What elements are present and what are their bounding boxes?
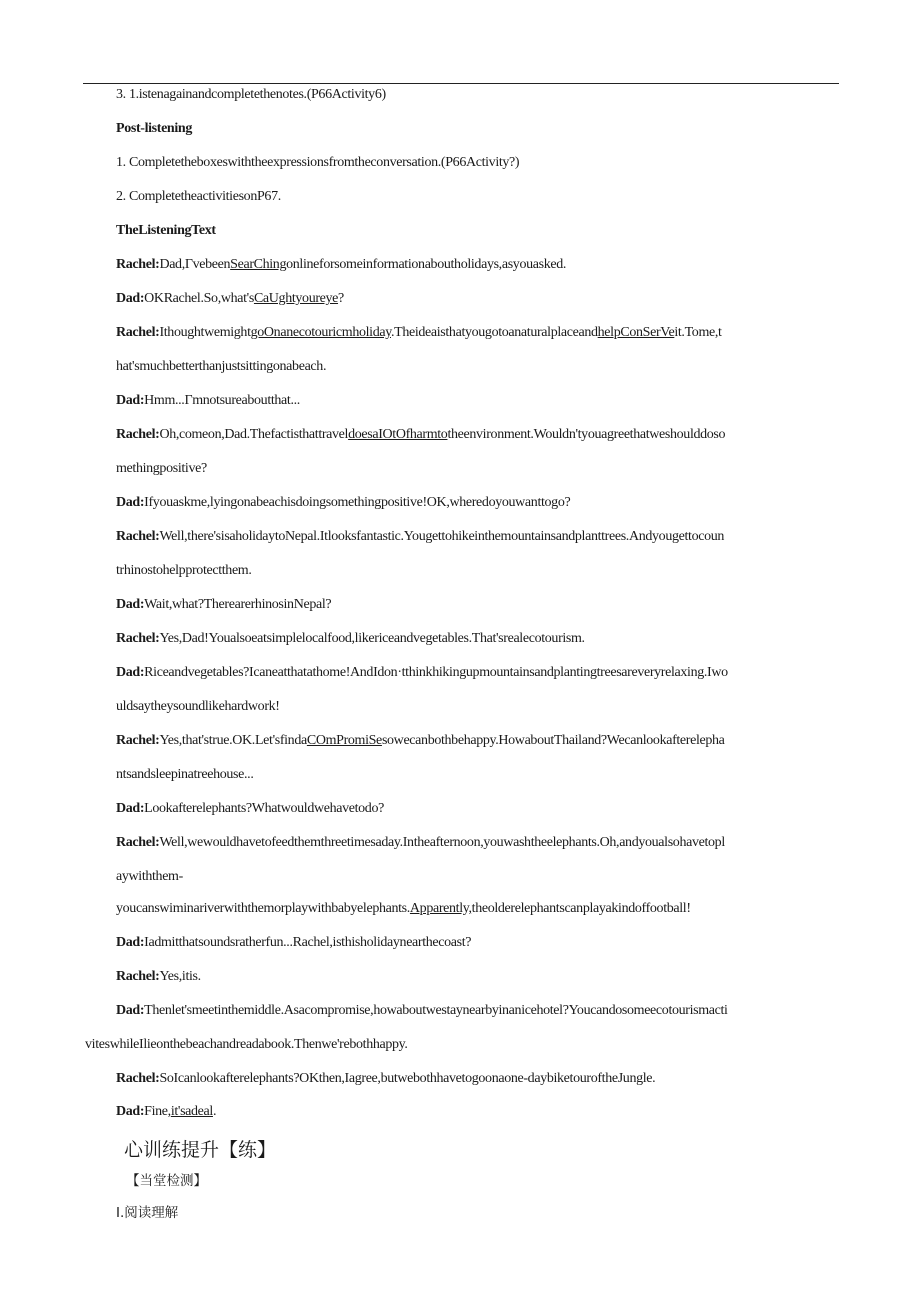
speaker-rachel: Rachel: xyxy=(116,969,160,984)
transcript-line-continued: uldsaytheysoundlikehardwork! xyxy=(116,699,280,714)
underlined-phrase: helpConSerVe xyxy=(597,325,675,340)
transcript-line-continued: ntsandsleepinatreehouse... xyxy=(116,767,254,782)
speaker-rachel: Rachel: xyxy=(116,631,160,646)
speaker-rachel: Rachel: xyxy=(116,257,160,272)
transcript-line-continued: methingpositive? xyxy=(116,461,207,476)
speaker-dad: Dad: xyxy=(116,495,145,510)
section-title: 心训练提升【练】 xyxy=(124,1139,277,1161)
transcript-line: Dad:OKRachel.So,what'sCaUghtyoureye? xyxy=(116,291,344,306)
part-heading: I.阅读理解 xyxy=(116,1205,179,1221)
post-listening-item-1: 1. Completetheboxeswiththeexpressionsfromtheconversation.(P66Activity?) xyxy=(116,155,520,170)
subsection-heading: 【当堂检测】 xyxy=(126,1173,207,1189)
underlined-phrase: it'sadeal xyxy=(170,1104,213,1119)
transcript-line: Rachel:SoIcanlookafterelephants?OKthen,Iagree,butwebothhavetogoonaone-daybiketouroftheJungle. xyxy=(116,1071,656,1086)
speaker-rachel: Rachel: xyxy=(116,325,160,340)
speaker-dad: Dad: xyxy=(116,1104,145,1119)
transcript-line: Rachel:Well,wewouldhavetofeedthemthreetimesaday.Intheafternoon,youwashtheelephants.Oh,andyoualsohavetopl xyxy=(116,835,725,850)
speaker-dad: Dad: xyxy=(116,291,145,306)
transcript-line: Dad:Fine,it'sadeal. xyxy=(116,1104,217,1119)
speaker-rachel: Rachel: xyxy=(116,733,160,748)
post-listening-item-2: 2. CompletetheactivitiesonP67. xyxy=(116,189,281,204)
speaker-dad: Dad: xyxy=(116,597,145,612)
speaker-rachel: Rachel: xyxy=(116,835,160,850)
speaker-rachel: Rachel: xyxy=(116,529,160,544)
post-listening-heading: Post-listening xyxy=(116,121,192,136)
speaker-rachel: Rachel: xyxy=(116,427,160,442)
activity-3: 3. 1.istenagainandcompletethenotes.(P66Activity6) xyxy=(116,87,386,102)
speaker-dad: Dad: xyxy=(116,393,145,408)
listening-text-heading: TheListeningText xyxy=(116,223,216,238)
transcript-line: Rachel:Well,there'sisaholidaytoNepal.Itlooksfantastic.Yougettohikeinthemountainsandplanttrees.Andyougettocoun xyxy=(116,529,725,544)
transcript-line-continued: trhinostohelpprotectthem. xyxy=(116,563,252,578)
underlined-phrase: COmPromiSe xyxy=(306,733,382,748)
transcript-line: Dad:Hmm...Γmnotsureaboutthat... xyxy=(116,393,300,408)
underlined-phrase: CaUghtyoureye xyxy=(253,291,339,306)
transcript-line: Rachel:Yes,itis. xyxy=(116,969,201,984)
underlined-phrase: doesaIOtOfharmto xyxy=(348,427,448,442)
transcript-line: Dad:Ifyouaskme,lyingonabeachisdoingsomethingpositive!OK,wheredoyouwanttogo? xyxy=(116,495,571,510)
transcript-line: Rachel:Yes,that'strue.OK.Let'sfindaCOmPromiSesowecanbothbehappy.HowaboutThailand?Wecanlookafterelepha xyxy=(116,733,725,748)
speaker-dad: Dad: xyxy=(116,665,145,680)
transcript-line-continued: hat'smuchbetterthanjustsittingonabeach. xyxy=(116,359,327,374)
speaker-dad: Dad: xyxy=(116,801,145,816)
transcript-line: Dad:Lookafterelephants?Whatwouldwehavetodo? xyxy=(116,801,384,816)
transcript-line: Dad:Riceandvegetables?Icaneatthatathome!AndIdon·tthinkhikingupmountainsandplantingtreesareveryrelaxing.Iwo xyxy=(116,665,728,680)
speaker-dad: Dad: xyxy=(116,935,145,950)
underlined-phrase: SearChing xyxy=(230,257,287,272)
transcript-line: Rachel:IthoughtwemightgоOnanecotouricmholiday.TheideaisthatyougotoanaturalplaceandhelpConSerVeit.Tome,t xyxy=(116,325,722,340)
transcript-line: Rachel:Dad,ΓvebeenSearChingonlineforsomeinformationaboutholidays,asyouasked. xyxy=(116,257,567,272)
transcript-line: Dad:Thenlet'smeetinthemiddle.Asacompromise,howaboutwestaynearbyinanicehotel?Youcandosomeecotourismacti xyxy=(116,1003,728,1018)
underlined-phrase: gоOnanecotouricmholiday xyxy=(250,325,391,340)
speaker-rachel: Rachel: xyxy=(116,1071,160,1086)
transcript-line-continued: viteswhileIlieonthebeachandreadabook.Thenwe'rebothhappy. xyxy=(85,1037,408,1052)
header-rule xyxy=(83,83,839,84)
transcript-line-continued: aywiththem- xyxy=(116,869,183,884)
transcript-line: Dad:Wait,what?TherearerhinosinNepal? xyxy=(116,597,332,612)
speaker-dad: Dad: xyxy=(116,1003,145,1018)
transcript-line-continued: youcanswiminariverwiththemorplaywithbabyelephants.Apparently,theolderelephantscanplayakindoffootball! xyxy=(116,901,691,916)
transcript-line: Rachel:Yes,Dad!Youalsoeatsimplelocalfood,likericeandvegetables.That'srealecotourism. xyxy=(116,631,585,646)
underlined-phrase: Apparently, xyxy=(409,901,472,916)
transcript-line: Dad:Iadmitthatsoundsratherfun...Rachel,isthisholidaynearthecoast? xyxy=(116,935,472,950)
transcript-line: Rachel:Oh,comeon,Dad.ThefactisthattraveldoesaIOtOfharmtotheenvironment.Wouldn'tyouagreethatweshoulddoso xyxy=(116,427,726,442)
